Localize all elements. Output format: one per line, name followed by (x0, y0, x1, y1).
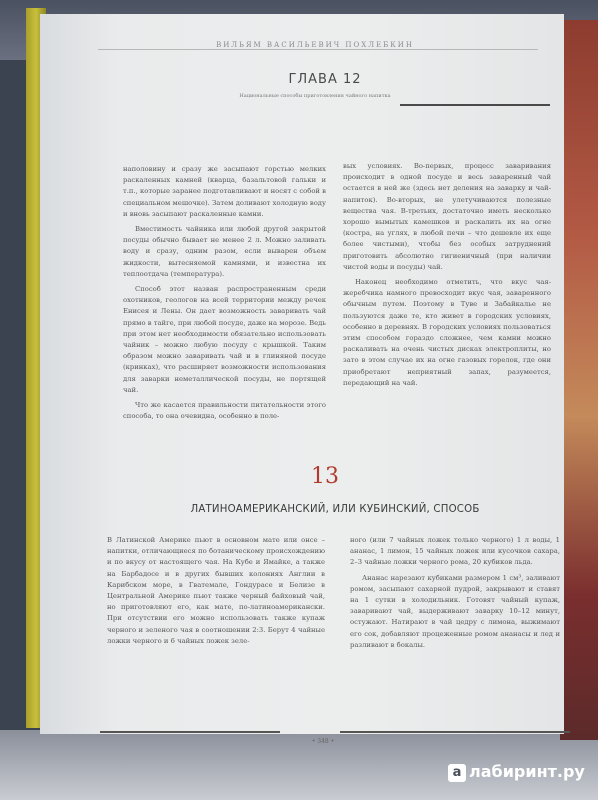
watermark-text: лабиринт.ру (469, 762, 585, 781)
paragraph: наполовину и сразу же засыпают горстью мелких раскаленных камней (кварца, базальтовой гальки и т.п., которые заранее подготавливают и носят с собой в специальном мешочке). Затем доливают холодную воду и вновь засыпают раскаленные камни. (123, 165, 326, 218)
section-number: 13 (311, 464, 339, 489)
running-header: ВИЛЬЯМ ВАСИЛЬЕВИЧ ПОХЛЕБКИН (200, 41, 430, 49)
footer-rule-right (340, 731, 570, 733)
text-column-right-bottom (350, 535, 560, 655)
chapter-subtitle: Национальные способы приготовления чайного напитка (239, 93, 391, 99)
paragraph: Что же касается правильности питательности этого способа, то она очевидна, особенно в поле- (123, 401, 326, 421)
book-page (40, 14, 564, 745)
paragraph: Наконец необходимо отметить, что вкус чая-жеребчика намного превосходит вкус чая, заваренного обычным путем. Поэтому в Туве и Забайкалье не пользуются даже те, кто живет в городских условиях, особенно в деревнях. В городских условиях пользоваться этим способом гораздо сложнее, чем камни можно раскаливать на очень чистых дисках электроплиты, но зато в этом случае их на огне газовых горелок, где они приобретают неприятный запах, разумеется, передающий на чай. (343, 278, 551, 387)
page-number: • 348 • (311, 738, 335, 745)
chapter-title: ГЛАВА 12 (288, 72, 362, 87)
text-column-left-top (123, 164, 326, 426)
store-watermark (448, 762, 598, 792)
paragraph: Вместимость чайника или любой другой закрытой посуды обычно бывает не менее 2 л. Можно заливать воду и сразу, одним разом, если выварен объем жидкости, вытесняемой камнями, и известна их теплоотдача (температура). (123, 225, 326, 278)
paragraph: Способ этот назван распространенным среди охотников, геологов на всей территории между речек Енисея и Лены. Он дает возможность заваривать чай прямо в тайге, при любой посуде, даже на морозе. Ведь при этом нет необходимости обязательно использовать чайник – можно любую посуду с крышкой. Таким образом можно заваривать чай и в глиняной посуде (кринках), что расширяет возможности использования для заварки неметаллической посуды, не портящей чай. (123, 285, 326, 394)
text-column-right-top (343, 161, 551, 393)
paragraph: В Латинской Америке пьют в основном мате или онсе – напитки, отличающиеся по ботаническому происхождению и по вкусу от настоящего чая. На Кубе и Ямайке, а также на Барбадосе и в других бывших колониях Англии в Карибском море, в Гватемале, Гондурасе и Белизе в Центральной Америке пьют также черный байховый чай, но приготовляют его, как мате, по-латиноамерикански. При отсутствии его можно использовать также купаж черного и зеленого чая в соотношении 2:3. Берут 4 чайные ложки черного и 6 чайных ложек зеле- (107, 536, 325, 645)
paragraph: ного (или 7 чайных ложек только черного) 1 л воды, 1 ананас, 1 лимон, 15 чайных ложек или кусочков сахара, 2–3 чайные ложки черного рома, 20 кубиков льда. (350, 536, 560, 567)
text-column-left-bottom (107, 535, 325, 651)
paragraph: Ананас нарезают кубиками размером 1 см³, заливают ромом, засыпают сахарной пудрой, закрывают и ставят на 1 сутки в холодильник. Готовят чайный купаж, заваривают чай, выдерживают заварку 10–12 минут, остужают. Натирают в чай цедру с лимона, выжимают его сок, добавляют процеженные ромом ананасы и лед и разливают в бокалы. (350, 573, 560, 649)
paragraph: вых условиях. Во-первых, процесс заваривания происходит в одной посуде и весь заваренный чай остается в ней же (здесь нет деления на заварку и чай-напиток). Во-вторых, не улетучиваются полезные вещества чая. В-третьих, достаточно иметь несколько хорошо вымытых камешков и раскалить их на огне (костра, на углях, в любой печи – что дешевле их еще более чистыми), чтобы без особых затруднений приготовить абсолютно гигиеничный (при наличии чистой воды и посуды) чай. (343, 162, 551, 271)
labirint-logo-icon: а (448, 764, 466, 782)
chapter-accent-bar (400, 104, 550, 106)
footer-rule-left (100, 731, 280, 733)
header-rule (98, 49, 538, 50)
section-title: ЛАТИНОАМЕРИКАНСКИЙ, ИЛИ КУБИНСКИЙ, СПОСОБ (190, 504, 480, 515)
adjacent-book (560, 20, 598, 740)
